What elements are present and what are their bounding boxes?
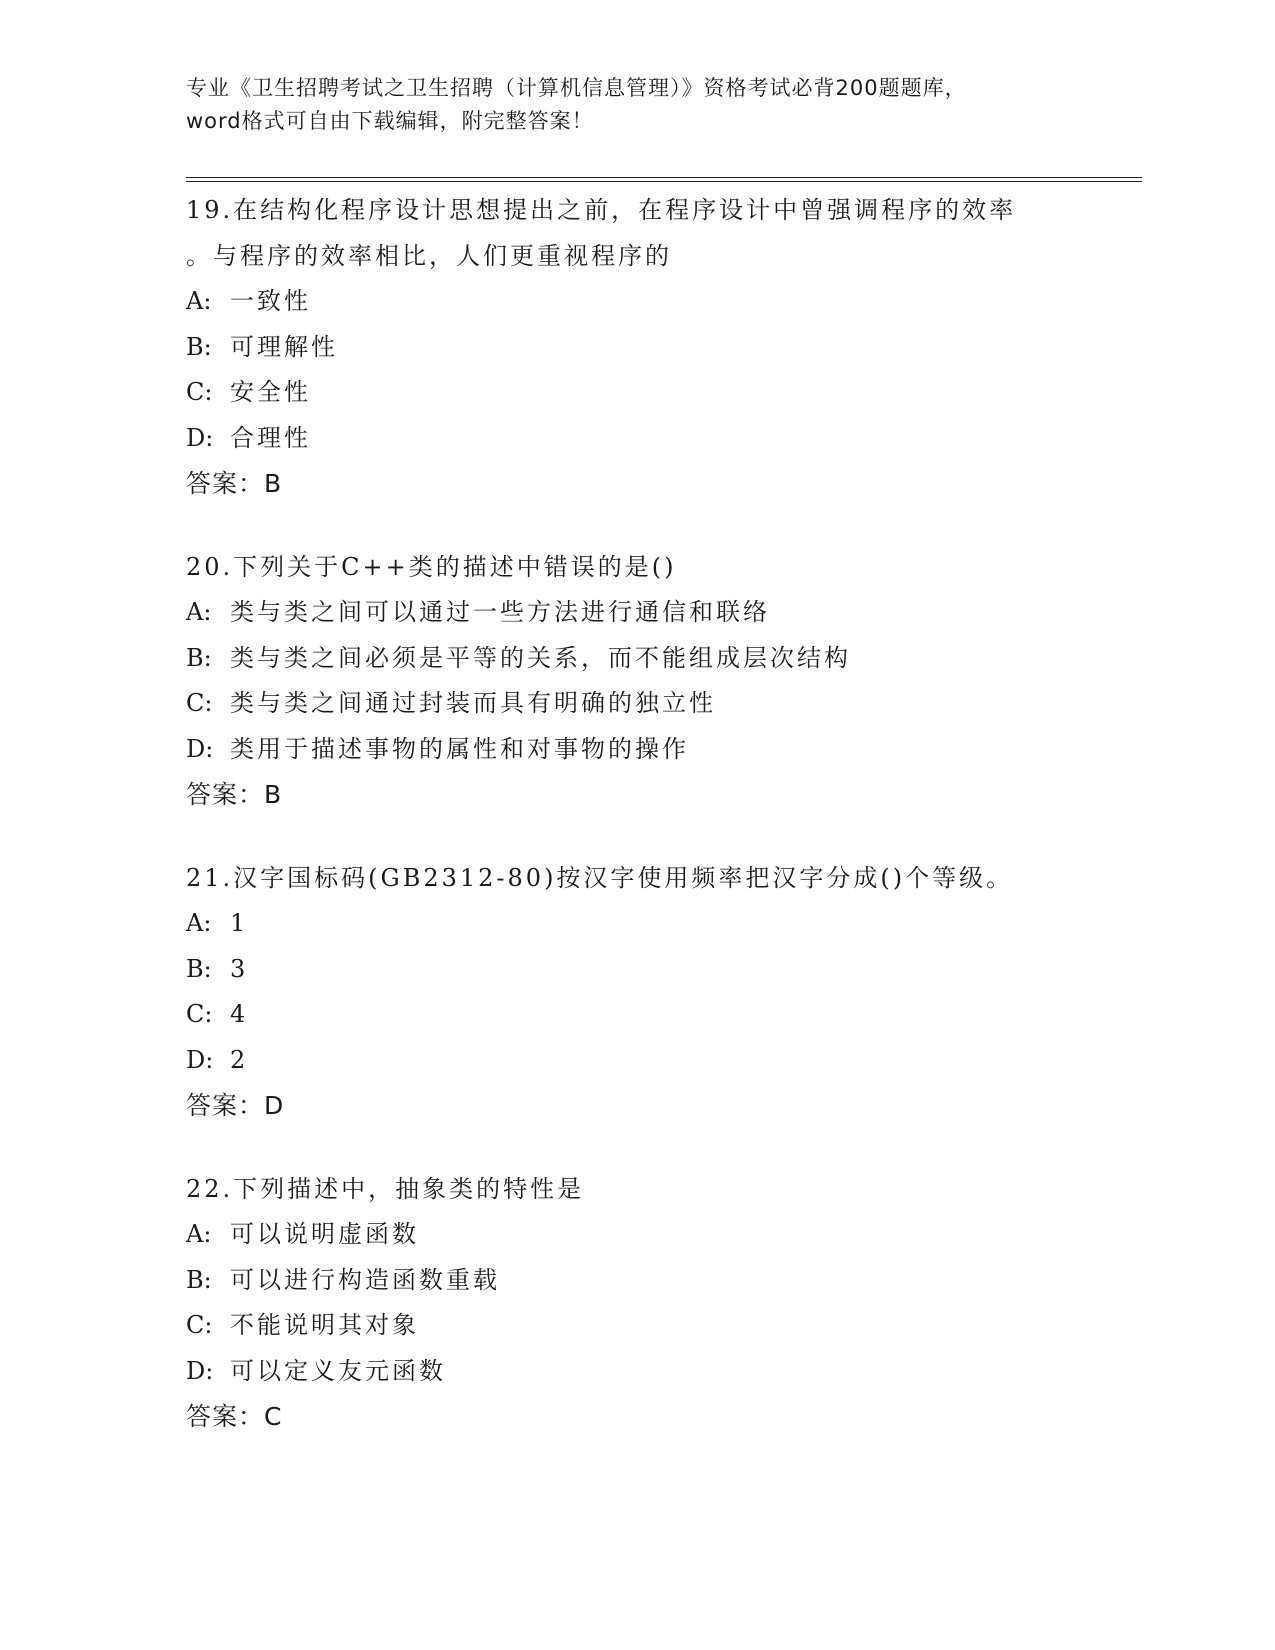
answer-line: 答案：C [186,1402,283,1431]
question-stem: 19.在结构化程序设计思想提出之前，在程序设计中曾强调程序的效率 [186,196,1017,224]
option-text: 类用于描述事物的属性和对事物的操作 [230,734,689,763]
option-label: A: [186,287,212,315]
option-text: 一致性 [230,287,311,315]
question-stem: 。与程序的效率相比，人们更重视程序的 [186,241,672,270]
option-text: 类与类之间必须是平等的关系，而不能组成层次结构 [230,643,851,672]
question-stem: 22.下列描述中，抽象类的特性是 [186,1174,585,1203]
option-label: B: [186,643,212,672]
question-21 [186,856,1106,1129]
option-text: 1 [230,909,249,937]
option-label: C: [186,1311,213,1339]
option-text: 类与类之间可以通过一些方法进行通信和联络 [230,598,770,626]
option-label: D: [186,1356,214,1385]
option-text: 2 [230,1045,249,1074]
option-d [186,1349,1106,1395]
document-header [186,72,1086,138]
answer-line: 答案：D [186,1091,285,1120]
option-text: 合理性 [230,423,311,452]
answer-line: 答案：B [186,780,283,809]
option-d [186,416,1106,462]
option-label: D: [186,423,214,452]
header-divider-bottom [186,181,1142,182]
option-d [186,1038,1106,1084]
question-stem: 21.汉字国标码(GB2312-80)按汉字使用频率把汉字分成()个等级。 [186,863,1014,892]
option-a [186,1212,1106,1258]
option-label: D: [186,734,214,763]
option-label: B: [186,332,212,361]
option-text: 可以定义友元函数 [230,1356,446,1385]
option-label: A: [186,598,212,626]
option-a [186,279,1106,325]
header-line-2: word格式可自由下载编辑，附完整答案！ [186,109,594,133]
option-text: 可以进行构造函数重载 [230,1265,500,1294]
option-label: D: [186,1045,214,1074]
option-text: 不能说明其对象 [230,1311,419,1339]
question-22 [186,1167,1106,1440]
option-text: 可理解性 [230,332,338,361]
option-d [186,727,1106,773]
option-c [186,370,1106,416]
option-a [186,901,1106,947]
option-label: B: [186,954,212,983]
question-list [186,188,1106,1478]
option-text: 类与类之间通过封装而具有明确的独立性 [230,689,716,717]
option-b [186,325,1106,371]
option-c [186,681,1106,727]
option-label: C: [186,689,213,717]
option-text: 4 [230,1000,249,1028]
option-text: 3 [230,954,249,983]
option-b [186,636,1106,682]
question-20 [186,545,1106,818]
option-label: A: [186,1220,212,1248]
option-label: A: [186,909,212,937]
option-b [186,947,1106,993]
question-stem: 20.下列关于C++类的描述中错误的是() [186,552,677,581]
option-label: C: [186,378,213,406]
option-text: 可以说明虚函数 [230,1220,419,1248]
option-c [186,1303,1106,1349]
question-19 [186,188,1106,507]
header-divider-top [186,177,1142,178]
option-label: C: [186,1000,213,1028]
option-a [186,590,1106,636]
header-line-1: 专业《卫生招聘考试之卫生招聘（计算机信息管理）》资格考试必背200题题库， [186,76,967,100]
option-b [186,1258,1106,1304]
answer-line: 答案：B [186,469,283,498]
option-text: 安全性 [230,378,311,406]
option-label: B: [186,1265,212,1294]
option-c [186,992,1106,1038]
